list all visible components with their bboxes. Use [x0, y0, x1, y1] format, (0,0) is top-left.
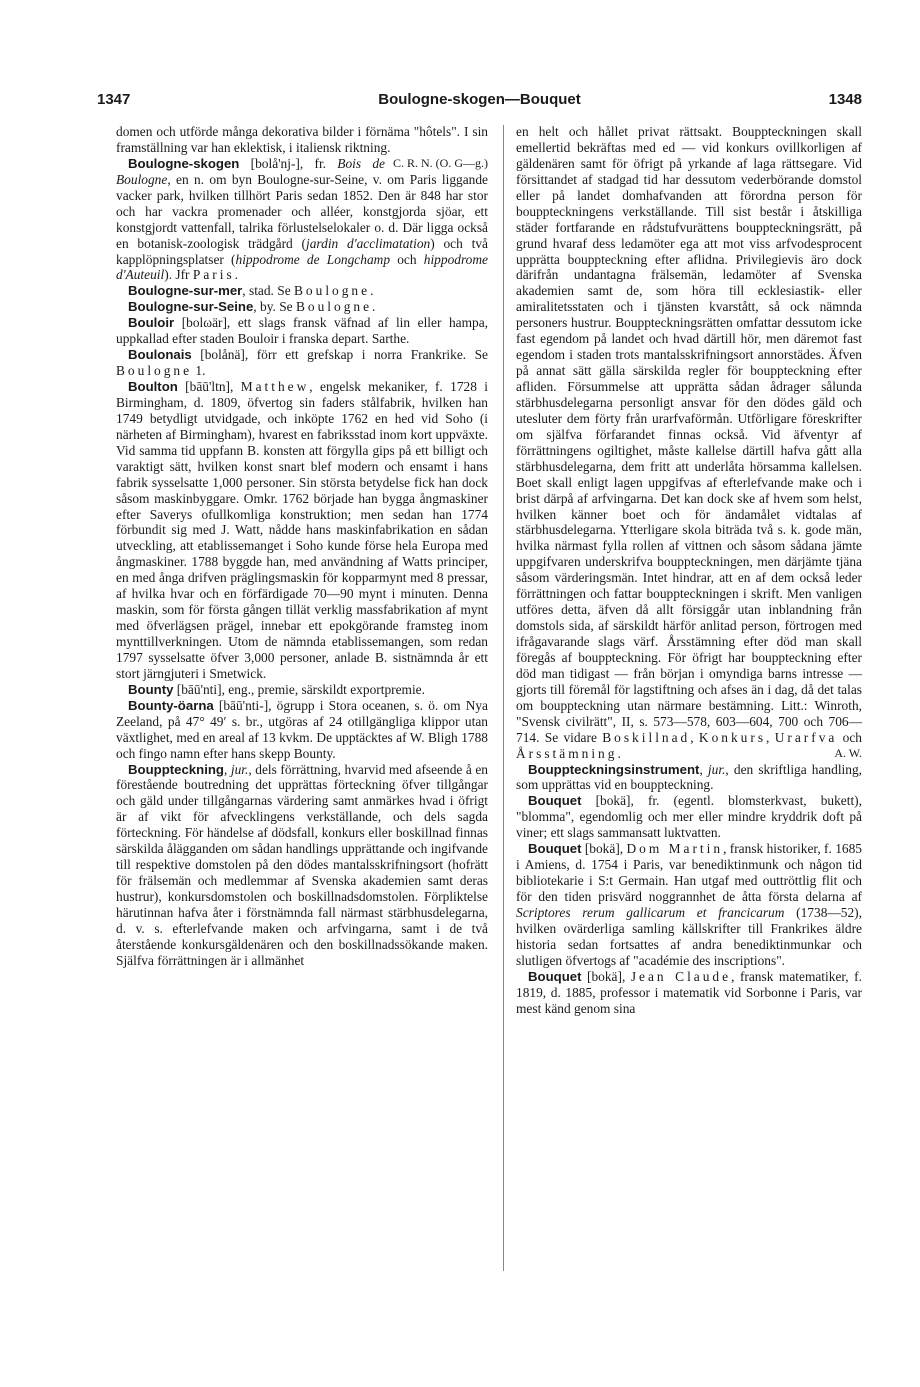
author-signature: C. R. N. (O. G—g.) [393, 155, 488, 170]
entry-text: [bāū'nti-], ögrupp i Stora oceanen, s. ö. om Nya Zeeland, på 47° 49′ s. br., utgöras af 24 otillgängliga klippor utan växtlighet, med en areal af 13 kvkm. De upptäcktes af W. Bligh 1788 och fingo namn efter hans skepp Bounty. [116, 697, 488, 761]
person-name: Jean Claude [630, 968, 732, 984]
entry-text: , engelsk mekaniker, f. 1728 i Birmingham, d. 1809, öfvertog sin faders stålfabrik, hvilken han 1749 betydligt utvidgade, och inköpte 1762 en hed vid Soho (i närheten af Birmingham), hvarest en fabriksstad inom kort uppväxte. Vid samma tid uppfann B. konsten att förgylla gips på ett billigt och varaktigt sätt, hvilken konst snart blef modern och ensamt i hans fabrik sysselsatte 1,000 personer. Sin största betydelse fick han dock såsom maskinbyggare. Omkr. 1762 började han bygga ångmaskiner efter Saverys ofullkomliga konstruktion; men sedan han 1774 förbundit sig med J. Watt, nådde hans maskinfabrikation en sådan utveckling, att etablissemanget i Soho kunde förse hela Europa med ångmaskiner. 1788 byggde han, med användning af Watts principer, en med ånga drifven präglingsmaskin för kopparmynt med 8 pressar, af hvilka hvar och en förfärdigade 70—90 mynt i minuten. Denna maskin, som för första gången tillät verklig massfabrikation af mynt med öfverlägsen prägel, innebar ett epokgörande framsteg inom mynttillverkningen. Utom de nämnda etablissemangen, som redan 1797 sysselsatte öfver 3,000 personer, anlade B. sistnämnda år ett stort järngjuteri i Smetwick. [116, 379, 488, 681]
entry-italic: jur. [230, 761, 249, 777]
cross-reference: Konkurs [698, 729, 767, 745]
paragraph-text: domen och utförde många dekorativa bilder i förnäma "hôtels". I sin framställning var han eklektisk, i italiensk riktning. [116, 124, 488, 155]
headword: Bounty-öarna [128, 697, 214, 713]
entry-boulton [116, 379, 488, 682]
entry-text: , dels förrättning, hvarvid med afseende å en förestående boutredning det upprättas förteckning öfver tillgångar och gäld under tillgångarnas värdering samt anmärkes hvad i öfrigt är af vikt för afvecklingens verkställande, och dels sagda förteckning. För händelse af dödsfall, konkurs eller boskillnad finnas särskilda ålägganden om sådan handlings upprättande och ingifvande till respektive domstolen på den dödes mantalsskrifningsort (hofrätt för frälsemän och medlemmar af Svenska akademien samt deras hustrur), konkursdomstolen och boskillnadsdomstolen. Förpliktelse härutinnan hafva åter i förstnämnda fall närmast stärbhusdelegarna, d. v. s. efterlefvande maken och arfvingarna, samt i de två återstående konkursgäldenären och den boskillnadssökande maken. Själfva förrättningen är i allmänhet [116, 761, 488, 968]
headword: Bouquet [528, 793, 582, 809]
headword: Bouppteckning [128, 761, 224, 777]
page-header [97, 91, 862, 113]
continued-paragraph [516, 124, 862, 762]
running-title: Boulogne-skogen—Bouquet [378, 91, 581, 108]
entry-text: , den skriftliga handling, som upprättas vid en bouppteckning. [516, 761, 862, 793]
cross-reference: Boulogne [295, 299, 373, 315]
entry-bounty [116, 682, 488, 698]
headword: Bouquet [528, 968, 582, 984]
headword: Boulogne-sur-Seine [128, 299, 254, 315]
headword: Bouloir [128, 315, 175, 331]
headword: Boulonais [128, 347, 192, 363]
person-name: Matthew [240, 379, 310, 394]
entry-bouquet [516, 793, 862, 841]
headword: Bounty [128, 681, 174, 697]
entry-text: ). Jfr [164, 267, 193, 283]
entry-text: [bokä], [581, 968, 631, 984]
headword: Bouppteckningsinstrument [528, 761, 700, 777]
entry-boulogne-sur-seine [116, 299, 488, 315]
entry-text: [bāū'nti], eng., premie, särskildt exportpremie. [173, 681, 425, 697]
entry-text: (1738—52), hvilken ovärderliga samling källskrifter till Frankrikes äldre historia sedan fortsattes af andra benediktinmunkar och slutligen öfvertogs af "académie des inscriptions". [516, 904, 862, 968]
cross-reference: Boulogne [294, 283, 371, 299]
entry-bouloir [116, 315, 488, 347]
entry-italic: jur. [707, 761, 726, 777]
entry-text: , by. Se [253, 299, 296, 315]
entry-text: , en n. om byn Boulogne-sur-Seine, v. om Paris liggande vacker park, hvilken tillhört Paris sedan 1852. Den är 848 har stor och har vackra promenader och alléer, konstgjorda sjöar, ett konstgjordt vattenfall, talrika förlustelselokaler o. d. Där ligga också en botanisk-zoologisk trädgård ( [116, 171, 488, 251]
paragraph-text: , [766, 729, 775, 745]
headword: Boulogne-sur-mer [128, 283, 243, 299]
paragraph-text: och [837, 729, 863, 745]
entry-text: , stad. Se [242, 283, 294, 299]
paragraph-text: , [690, 729, 699, 745]
entry-bouppteckning [116, 762, 488, 969]
entry-italic: jardin d'acclimatation [306, 235, 431, 251]
entry-bounty-oarna [116, 698, 488, 762]
entry-text: [bolå'nj-], fr. [239, 155, 338, 171]
left-page-number: 1347 [97, 91, 131, 108]
cross-reference: Paris [192, 267, 235, 283]
entry-text: [bāū'ltn], [177, 379, 241, 394]
headword: Boulogne-skogen [128, 155, 240, 171]
cross-reference: Boulogne [116, 363, 193, 379]
entry-text: och [390, 251, 424, 267]
entry-text: , fransk matematiker, f. 1819, d. 1885, professor i matematik vid Sorbonne i Paris, var mest känd genom sina [516, 968, 862, 1016]
entry-boulonais [116, 347, 488, 379]
right-column [516, 124, 862, 1017]
entry-text: . [370, 283, 374, 299]
entry-text: [bokä], fr. (egentl. blomsterkvast, bukett), "blomma", egendomlig och mer eller mindre kryddrik doft på viner; ett slags sammansatt luktvatten. [516, 793, 862, 841]
entry-text: , [223, 761, 231, 777]
cross-reference: Urarfva [774, 729, 838, 745]
entry-text: [bolωär], ett slags fransk väfnad af lin eller hampa, uppkallad efter staden Bouloir i franska depart. Sarthe. [116, 315, 488, 347]
entry-boulogne-sur-mer [116, 283, 488, 299]
entry-text: ) och två kapplöpningsplatser ( [116, 235, 488, 267]
entry-italic: Bois de Boulogne [116, 155, 385, 187]
paragraph-text: en helt och hållet privat rättsakt. Bouppteckningen skall emellertid bekräftas med ed — vid konkurs ovillkorligen af gäldenären samt för öfrigt på yrkande af laga rättsegare. Vid försittandet af stadgad tid har dessutom vederbörande domstol eller på landet domhafvanden att förordna person för bouppteckningens verkställande. Till sist består i åtskilliga städer fortfarande en rådstufvurättens bouppteckningsrätt, på grund hvaraf dess ledamöter ega att mot viss arfvodesprocent upprätta bouppteckning efter aflidna. Privilegievis äro dock därifrån undantagna frälsemän, ledamöter af Svenska akademien samt de, som höra till ecklesiastik- eller amiralitetsstaten och i tjänsten kvarstått, så ock nämnda personers hustrur. Bouppteckningsrätten omfattar dessutom icke fast egendom på landet och hvad därtill hör, men däremot fast egendom i staden trots mantalsskrifningsort annorstädes. Äfven på annat sätt gälla särskilda regler för bouppteckning efter afliden. Försummelse att upprätta sådan ådrager sålunda stärbhusdelegarna personligt ansvar för den dödes gäld och utesluter dem förty från urarfvaförmån. Utförligare föreskrifter om själfva förfarandet finnas också. Vid äfventyr af förrättningens ogiltighet, måste kallelse därtill hafva gått alla stärbhusdelegarna, dem fritt att underlåta hörsamma kallelsen. Boet skall enligt lagen uppgifvas af efterlefvande make och i brist därpå af arfvingarna. Det kan dock ske af hvem som helst, hvilken känner boet och för ändamålet vidtalas af stärbhusdelegarna. Ytterligare skola biträda två s. k. gode män, hvilka närmast fylla rollen af vittnen och såsom sådana jämte uppgifvaren underskrifva bouppteckningen, men därjämte tjäna såsom värderingsmän. Intet hindrar, att en af dem också leder förrättningen och fattar bouppteckningen i skrift. Men vanligen utföres detta, äfven då allt försiggår utan inblandning från domstols sida, af särskildt härför anlitad person, förtrogen med ifrågavarande slags värf. Årsstämning efter död man skall föregås af bouppteckning. För öfrigt har bouppteckning efter död man tidigast — från början i omyndiga barns intresse — gjorts till föremål för lagstiftning och afses än i dag, då det talas om bouppteckning utan närmare bestämning. Litt.: Winroth, "Svensk civilrätt", II, s. 573—578, 603—604, 700 och 706—714. Se vidare [516, 124, 862, 745]
entry-italic: hippodrome de Longchamp [235, 251, 391, 267]
entry-text: 1. [192, 363, 206, 379]
entry-bouppteckningsinstrument [516, 762, 862, 794]
entry-text: , fransk historiker, f. 1685 i Amiens, d. 1754 i Paris, var benediktinmunk och någon tid bibliotekarie i S:t Germain. Han utgaf med outtröttlig flit och för den tiden prisvärd noggrannhet de åtta första delarna af [516, 841, 862, 904]
entry-boulogne-skogen [116, 156, 488, 284]
author-signature: A. W. [834, 745, 862, 760]
left-column [116, 124, 488, 969]
person-name: Dom Martin [626, 841, 724, 857]
entry-italic: hippodrome d'Auteuil [116, 251, 488, 283]
entry-bouquet-jean-claude [516, 969, 862, 1017]
entry-text: [bokä], [581, 841, 627, 857]
cross-reference: Boskillnad [602, 729, 691, 745]
entry-text: [bolånä], förr ett grefskap i norra Frankrike. Se [191, 347, 488, 363]
entry-text: . [372, 299, 376, 315]
right-page-number: 1348 [828, 91, 862, 108]
entry-bouquet-dom-martin [516, 841, 862, 969]
headword: Bouquet [528, 841, 582, 857]
entry-text: , [699, 761, 708, 777]
entry-text: . [234, 267, 239, 283]
cross-reference: Årsstämning [516, 745, 618, 761]
paragraph-text: . [617, 745, 621, 761]
column-divider [503, 125, 504, 1271]
entry-italic: Scriptores rerum gallicarum et francicarum [516, 904, 785, 920]
headword: Boulton [128, 379, 178, 394]
